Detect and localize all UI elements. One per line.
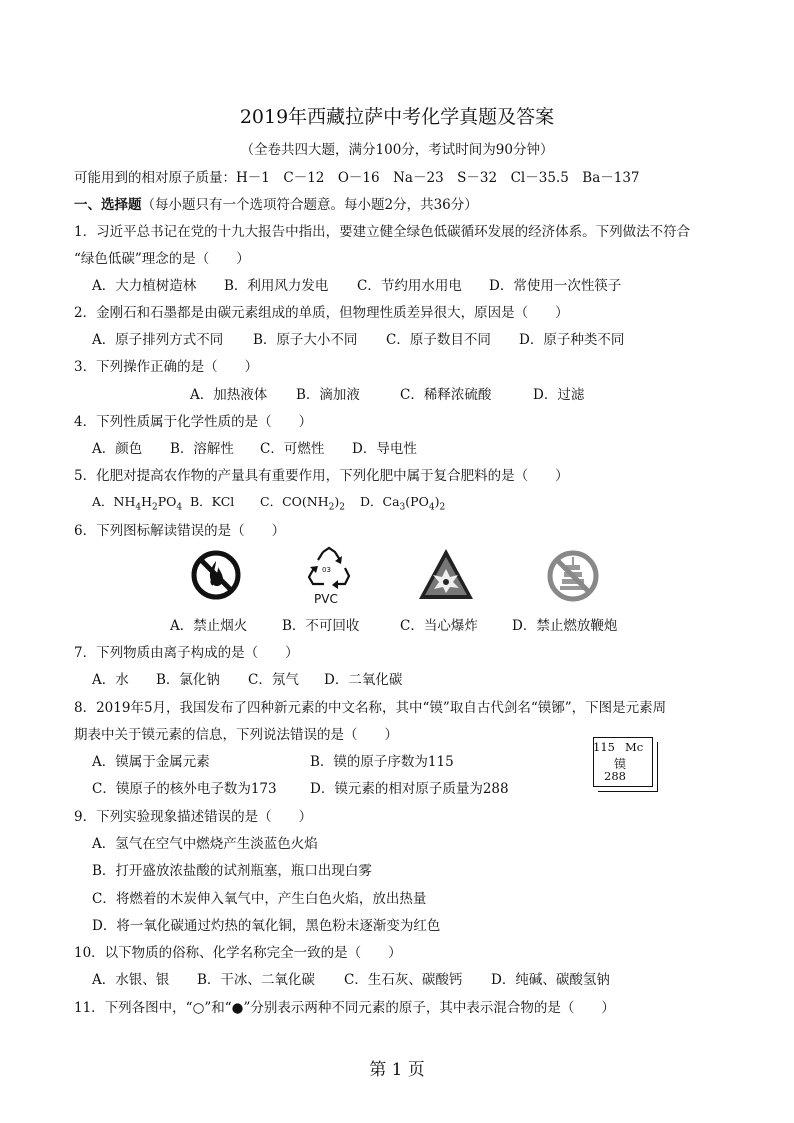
- q5-option-b[interactable]: B．KCl: [190, 494, 235, 509]
- atomic-masses: 可能用到的相对原子质量：H－1 C－12 O－16 Na－23 S－32 Cl－35.5 Ba－137: [74, 170, 640, 186]
- no-fire-sign-icon: [190, 549, 242, 601]
- section-title: 一、选择题: [74, 197, 142, 213]
- q7-stem: 7．下列物质由离子构成的是（ ）: [74, 645, 299, 661]
- q9-option-c[interactable]: C．将燃着的木炭伸入氧气中，产生白色火焰，放出热量: [92, 891, 427, 907]
- q1-option-a[interactable]: A．大力植树造林: [92, 278, 197, 294]
- q5-option-a[interactable]: A．$NH_4H_2PO_4$: [92, 494, 183, 513]
- exam-info: （全卷共四大题，满分100分，考试时间为90分钟）: [240, 142, 554, 158]
- q8-stem-line2: 期表中关于镆元素的信息，下列说法错误的是（ ）: [74, 727, 398, 743]
- q3-option-a[interactable]: A．加热液体: [190, 387, 268, 403]
- element-mass: 288: [604, 769, 626, 783]
- q7-option-a[interactable]: A．水: [92, 672, 129, 688]
- q9-option-b[interactable]: B．打开盛放浓盐酸的试剂瓶塞，瓶口出现白雾: [92, 863, 372, 879]
- q10-option-b[interactable]: B．干冰、二氧化碳: [197, 972, 315, 988]
- q2-option-a[interactable]: A．原子排列方式不同: [92, 332, 224, 348]
- section-heading: [74, 193, 478, 213]
- q8-stem-line1: 8．2019年5月，我国发布了四种新元素的中文名称，其中“镆”取自古代剑名“镆铘”，下图是元素周: [74, 700, 667, 716]
- q9-option-a[interactable]: A．氢气在空气中燃烧产生淡蓝色火焰: [92, 836, 318, 852]
- q6-option-c[interactable]: C．当心爆炸: [400, 618, 478, 634]
- q7-option-d[interactable]: D．二氧化碳: [324, 672, 403, 688]
- q4-option-b[interactable]: B．溶解性: [170, 441, 234, 457]
- q2-stem: 2．金刚石和石墨都是由碳元素组成的单质，但物理性质差异很大，原因是（ ）: [74, 305, 569, 321]
- section-note: （每小题只有一个选项符合题意。每小题2分，共36分）: [141, 197, 478, 213]
- q3-stem: 3．下列操作正确的是（ ）: [74, 359, 259, 375]
- element-card: [593, 737, 653, 787]
- q2-option-c[interactable]: C．原子数目不同: [386, 332, 491, 348]
- q8-option-d[interactable]: D．镆元素的相对原子质量为288: [310, 781, 509, 797]
- q2-option-b[interactable]: B．原子大小不同: [253, 332, 358, 348]
- q1-stem-line2: “绿色低碳”理念的是（ ）: [74, 251, 250, 267]
- element-name: 镆: [614, 757, 627, 771]
- q8-option-b[interactable]: B．镆的原子序数为115: [310, 754, 454, 770]
- q6-option-d[interactable]: D．禁止燃放鞭炮: [512, 618, 618, 634]
- q1-stem-line1: 1．习近平总书记在党的十九大报告中指出，要建立健全绿色低碳循环发展的经济体系。下列做法不符合: [74, 224, 691, 240]
- q1-option-c[interactable]: C．节约用水用电: [357, 278, 462, 294]
- q10-option-a[interactable]: A．水银、银: [92, 972, 170, 988]
- page-title: 2019年西藏拉萨中考化学真题及答案: [239, 106, 555, 128]
- explosion-warning-icon: [417, 547, 475, 601]
- q2-option-d[interactable]: D．原子种类不同: [519, 332, 625, 348]
- q10-option-d[interactable]: D．纯碱、碳酸氢钠: [491, 972, 610, 988]
- q4-option-c[interactable]: C．可燃性: [260, 441, 325, 457]
- q5-option-d[interactable]: D．$Ca_3(PO_4)_2$: [360, 494, 446, 513]
- q8-option-a[interactable]: A．镆属于金属元素: [92, 754, 210, 770]
- q8-option-c[interactable]: C．镆原子的核外电子数为173: [92, 781, 277, 797]
- q9-stem: 9．下列实验现象描述错误的是（ ）: [74, 809, 313, 825]
- q10-option-c[interactable]: C．生石灰、碳酸钙: [344, 972, 463, 988]
- q11-stem: 11．下列各图中，“○”和“●”分别表示两种不同元素的原子，其中表示混合物的是（ ）: [74, 1000, 615, 1016]
- q4-option-d[interactable]: D．导电性: [352, 441, 417, 457]
- q6-stem: 6．下列图标解读错误的是（ ）: [74, 523, 286, 539]
- q4-option-a[interactable]: A．颜色: [92, 441, 143, 457]
- recycle-code: 03: [322, 566, 331, 574]
- q10-stem: 10．以下物质的俗称、化学名称完全一致的是（ ）: [74, 945, 402, 961]
- page-number: 第 1 页: [369, 1060, 425, 1080]
- q9-option-d[interactable]: D．将一氧化碳通过灼热的氧化铜，黑色粉末逐渐变为红色: [92, 918, 441, 934]
- q3-option-b[interactable]: B．滴加液: [296, 387, 360, 403]
- q7-option-b[interactable]: B．氯化钠: [156, 672, 220, 688]
- q3-option-c[interactable]: C．稀释浓硫酸: [400, 387, 492, 403]
- element-number: 115: [593, 740, 615, 754]
- no-firecrackers-icon: [546, 549, 600, 603]
- q7-option-c[interactable]: C．氖气: [248, 672, 299, 688]
- q1-option-d[interactable]: D．常使用一次性筷子: [489, 278, 622, 294]
- q4-stem: 4．下列性质属于化学性质的是（ ）: [74, 414, 313, 430]
- q1-option-b[interactable]: B．利用风力发电: [224, 278, 329, 294]
- q3-option-d[interactable]: D．过滤: [533, 387, 585, 403]
- q5-stem: 5．化肥对提高农作物的产量具有重要作用，下列化肥中属于复合肥料的是（ ）: [74, 468, 569, 484]
- element-symbol: Mc: [625, 740, 644, 754]
- q6-option-b[interactable]: B．不可回收: [282, 618, 360, 634]
- recycle-label: PVC: [314, 592, 338, 606]
- q6-option-a[interactable]: A．禁止烟火: [170, 618, 248, 634]
- q5-option-c[interactable]: C．$CO(NH_2)_2$: [260, 494, 345, 513]
